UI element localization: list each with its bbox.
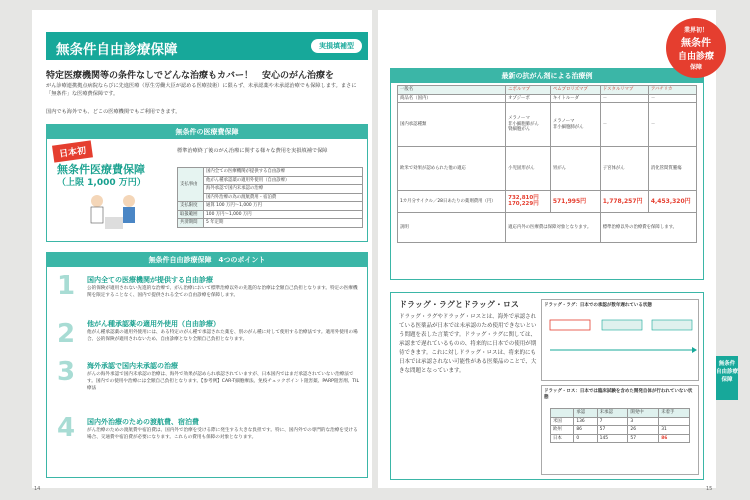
point-number: 3 (57, 357, 76, 387)
point-title: 他がん種承認薬の適用外使用（自由診療） (87, 320, 220, 328)
table-value: 通算 100 万円〜1,000 万円 (204, 202, 363, 211)
point-number: 1 (57, 271, 76, 301)
region-cell: 日本 (551, 434, 574, 443)
chart-title: 最新の抗がん剤による治療例 (391, 69, 703, 83)
table-key: 共済期間 (178, 219, 204, 228)
side-tab-line: 保障 (721, 377, 733, 383)
count-cell: 26 (628, 426, 659, 435)
count-cell: 3 (628, 417, 659, 426)
side-tab (716, 356, 738, 400)
count-cell: 31 (659, 426, 690, 435)
col-header: 一般名 (398, 86, 506, 95)
count-cell: 0 (574, 434, 597, 443)
count-cell: 86 (659, 434, 690, 443)
table-value: 5 年定期 (204, 219, 363, 228)
cost-amount: 732,810円 (508, 195, 539, 201)
cost-value (506, 191, 551, 213)
intro-text-2: 国内でも海外でも、どこの医療機関でもご利用できます。 (46, 109, 181, 115)
features-table (177, 167, 363, 228)
point-title: 国内外治療のための渡航費、宿泊費 (87, 418, 199, 426)
col-header: ドスタルリマブ (600, 86, 648, 95)
point-body: がん治療のための渡航費や宿泊費は、国内外で治療を受ける際に発生する大きな負担です。特に、国内外での専門的な治療を受ける場合、交通費や宿泊費が必要になります。これらの費用も保障の対象となります。 (87, 428, 358, 440)
section-body: ドラッグ・ラグやドラッグ・ロスとは、海外で承認されている医薬品が日本では未承認のため使用できないという問題を表した言葉です。ドラッグ・ラグに関しては、承認まで遅れているものの、将来的に日本での使用が期待できます。これに対しドラッグ・ロスは、将来的にも日本では承認されない可能性がある医薬品のことで、大きな問題となっています。 (399, 314, 537, 374)
count-cell: 57 (628, 434, 659, 443)
point-body: がんの海外承認で国内未承認の治療は、海外で効果が認められ承認されていますが、日本国内ではまだ承認されていない治療法です。国内での使用や治療には全額自己負担となります。【参考例】CAR-T細胞療法、免疫チェックポイント阻害薬、PARP阻害剤、TIL療法 (87, 372, 359, 391)
table-value: 他がん種承認薬の適用外使用（自由診療） (204, 176, 363, 185)
point-body: 公的保険が適用されない先進的な治療で、がん治療において標準治療以外の先進的な治療は全額自己負担となります。特定の医療機関を限定することなく、国内で提供される全ての自由診療を保障します。 (87, 286, 358, 298)
ribbon-line: 無条件 (681, 38, 711, 49)
table-value: 国内外治療の為の渡航費用・宿泊費 (204, 193, 363, 202)
consultation-illustration (85, 187, 145, 237)
brand-cell: キイトルーダ (550, 94, 600, 103)
side-tab-line: 自由診療 (716, 369, 739, 375)
point-number: 2 (57, 319, 76, 349)
cost-sub: 170,229円 (508, 200, 539, 207)
left-page (32, 10, 372, 488)
page-number-right: 15 (706, 486, 713, 492)
count-cell: 86 (574, 426, 597, 435)
approval-table: 承認 未承認 開発中 未着手 米国 136 7 3 欧州 86 57 26 31 日本 0 145 57 86 (550, 408, 690, 443)
point-body: 他がん種承認薬の適用外使用には、ある特定のがん種で承認された薬を、別のがん種に対して使用する治療法です。適用外使用の場合、公的保険が適用されないため、自由診療となり全額自己負担となります。 (87, 330, 358, 342)
col-header: ニボルマブ (506, 86, 551, 95)
side-tab-line: 無条件 (718, 361, 736, 367)
cost-label: 1カ月分サイクル／28日あたりの薬剤費用（円） (398, 191, 506, 213)
type-badge: 実損填補型 (311, 39, 362, 53)
ribbon-line: 自由診療 (677, 52, 714, 62)
product-name: 無条件医療費保障 (57, 163, 145, 176)
brand-cell: － (648, 94, 696, 103)
brand-cell: オプジーボ (506, 94, 551, 103)
point-number: 4 (57, 413, 76, 443)
point-title: 国内全ての医療機関が提供する自由診療 (87, 276, 213, 284)
drug-lag-box (390, 292, 704, 480)
features-desc: 標準治療終了後のがん治療に関する様々な費用を実損填補で保障 (177, 148, 328, 154)
cost-value: 4,453,320円 (648, 191, 696, 213)
table-value: 100 万円〜1,000 万円 (204, 210, 363, 219)
cost-value: 1,778,257円 (600, 191, 648, 213)
points-box (46, 252, 368, 478)
features-title: 無条件の医療費保障 (47, 125, 367, 139)
page-title-bar (46, 32, 368, 60)
industry-first-ribbon (666, 18, 726, 78)
table-value: 海外承認で国内未承認の治療 (204, 185, 363, 194)
loss-diagram-title: ドラッグ・ロス：日本では臨床試験を含めた開発自体が行われていない状態 (544, 389, 693, 400)
ribbon-line: 保障 (689, 64, 702, 71)
right-page (378, 10, 716, 488)
table-key: 支払事由 (178, 168, 204, 202)
drug-cost-table-box (390, 68, 704, 280)
count-cell: 145 (597, 434, 628, 443)
page-number-left: 14 (34, 486, 41, 492)
page-title: 無条件自由診療保障 (56, 42, 178, 58)
lag-diagram (541, 299, 699, 381)
points-title: 無条件自由診療保障 4つのポイント (47, 253, 367, 267)
lag-diagram-title: ドラッグ・ラグ：日本での承認が数年遅れている状態 (544, 303, 652, 308)
first-label: 日本初 (52, 140, 93, 162)
lead-text: 特定医療機関等の条件なしでどんな治療もカバー！ 安心のがん治療を (46, 71, 335, 81)
count-cell: 136 (574, 417, 597, 426)
region-cell: 米国 (551, 417, 574, 426)
col-header: ペムブロリズマブ (550, 86, 600, 95)
cost-value: 571,995円 (550, 191, 600, 213)
product-limit: （上限 1,000 万円） (57, 178, 146, 188)
features-box (46, 124, 368, 242)
intro-text: がん診療連携拠点病院ならびに先進医療（厚生労働大臣が認める医療技術）に限らず、未承認薬や未承認治療でも保障します。まさに「無条件」な医療費保障です。 (46, 83, 357, 97)
region-cell: 欧州 (551, 426, 574, 435)
brand-label: 商品名（国内） (398, 94, 506, 103)
count-cell: 7 (597, 417, 628, 426)
point-title: 海外承認で国内未承認の治療 (87, 362, 178, 370)
brand-cell: － (600, 94, 648, 103)
table-key: 支払限度 (178, 202, 204, 211)
ribbon-line: 業界初！ (683, 27, 708, 34)
lag-arrows (542, 310, 698, 370)
count-cell: 57 (597, 426, 628, 435)
table-key: 取扱範囲 (178, 210, 204, 219)
table-value: 国内全ての医療機関が提供する自由診療 (204, 168, 363, 177)
loss-diagram (541, 385, 699, 475)
col-header: アバチリカ (648, 86, 696, 95)
section-title: ドラッグ・ラグとドラッグ・ロス (399, 300, 519, 309)
drug-table: 一般名 ニボルマブ ペムブロリズマブ ドスタルリマブ アバチリカ 商品名（国内） オプジーボ キイトルーダ － － 国内承認種類 メラノーマ 非小細胞肺がん 腎細胞がん メラノーマ 非小細胞肺がん － － 欧米で効果が認められた他の適応 小児固形がん 胃がん 子宮体がん 消化管間質腫瘍 1カ月分サイクル／28日あたりの薬剤費用（円） 732,810円 170,229円 571,995円 1,778,257円 4,453,320円 説明 適応内外の医療費は保障対象となります。 標準治療以外の治療費を保障します。 (397, 85, 697, 243)
